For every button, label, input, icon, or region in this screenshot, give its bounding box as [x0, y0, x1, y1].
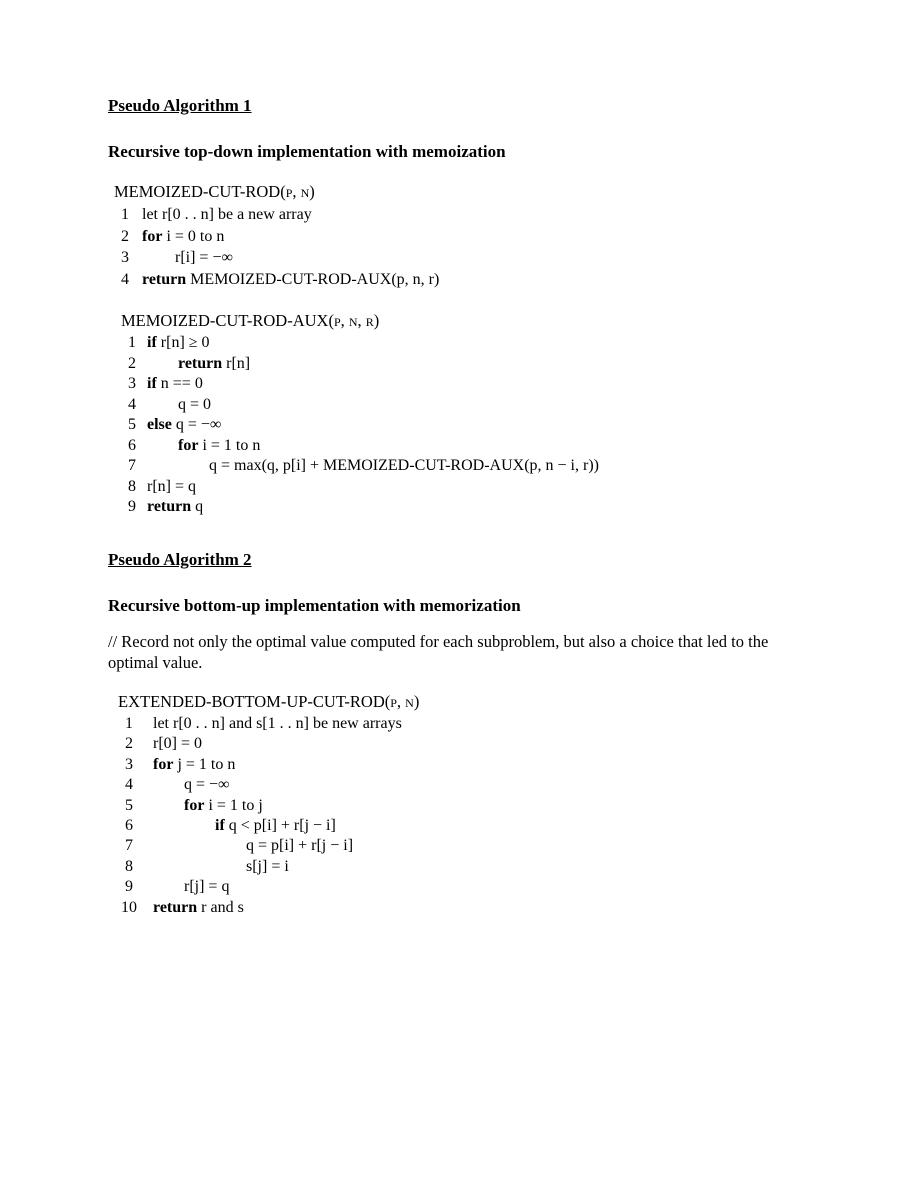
line-number: 8 [128, 477, 136, 495]
code-statement [178, 395, 211, 416]
line-number: 9 [125, 878, 133, 896]
extended-bottom-up-cut-rod-procedure [118, 690, 419, 918]
code-statement [147, 333, 210, 354]
code-line [114, 226, 315, 248]
code-statement [215, 816, 336, 836]
code-line [118, 898, 419, 918]
line-number: 1 [121, 206, 129, 223]
algorithm-1-subtitle: Recursive top-down implementation with memoization [108, 142, 506, 161]
algorithm-1-title: Pseudo Algorithm 1 [108, 96, 252, 115]
line-number: 3 [125, 755, 133, 773]
code-line [118, 775, 419, 795]
code-line [121, 497, 379, 518]
code-statement [147, 374, 203, 395]
code-line [118, 857, 419, 877]
statement-text: n == 0 [160, 375, 203, 392]
code-line [118, 734, 419, 754]
code-statement [178, 436, 260, 457]
code-line [114, 247, 315, 269]
keyword: if [147, 375, 157, 392]
code-statement [147, 415, 221, 436]
procedure-header: MEMOIZED-CUT-ROD-AUX(p, n, r) [121, 311, 380, 330]
keyword: for [178, 436, 199, 454]
code-statement [147, 477, 196, 498]
line-number: 4 [121, 270, 129, 288]
statement-text: q = −∞ [184, 776, 230, 794]
line-number: 1 [128, 334, 136, 351]
code-statement [142, 204, 312, 226]
memoized-cut-rod-procedure [114, 180, 440, 290]
code-statement [153, 714, 402, 734]
statement-text: q = 0 [178, 395, 212, 413]
line-number: 2 [125, 735, 133, 753]
line-number: 4 [128, 395, 136, 413]
statement-text: r[0] = 0 [153, 735, 203, 753]
statement-text: r[j] = q [184, 878, 230, 896]
statement-text: r[n] [226, 354, 251, 372]
keyword: return [178, 354, 223, 372]
keyword: for [142, 227, 163, 245]
keyword: for [184, 796, 205, 814]
code-statement [246, 857, 289, 877]
code-line [118, 877, 419, 897]
statement-text: j = 1 to n [177, 755, 236, 773]
code-statement [246, 836, 353, 856]
procedure-lines [118, 714, 419, 918]
code-line [121, 333, 379, 354]
code-line [118, 755, 419, 775]
line-number: 6 [125, 816, 133, 834]
keyword: if [215, 816, 225, 834]
procedure-lines [114, 204, 440, 290]
statement-text: q = p[i] + r[j − i] [246, 837, 354, 855]
statement-text: i = 0 to n [166, 227, 225, 245]
line-number: 7 [128, 457, 136, 474]
statement-text: q < p[i] + r[j − i] [228, 816, 336, 834]
statement-text: s[j] = i [246, 857, 289, 875]
code-statement [209, 456, 599, 477]
line-number: 3 [121, 249, 129, 266]
code-statement [142, 269, 439, 291]
code-statement [178, 354, 250, 375]
statement-text: let r[0 . . n] be a new array [142, 206, 312, 223]
code-line [121, 456, 599, 477]
procedure-header: EXTENDED-BOTTOM-UP-CUT-ROD(p, n) [118, 692, 420, 711]
code-line [121, 477, 379, 498]
code-statement [184, 796, 263, 816]
code-line [118, 836, 419, 856]
statement-text: q = max(q, p[i] + MEMOIZED-CUT-ROD-AUX(p, n − i, r)) [209, 457, 599, 474]
line-number: 4 [125, 776, 133, 794]
comment-paragraph: // Record not only the optimal value computed for each subproblem, but also a choice that led to the optimal value. [108, 632, 769, 672]
code-line [121, 415, 379, 436]
code-line [121, 354, 379, 375]
statement-text: r[n] ≥ 0 [160, 334, 210, 351]
statement-text: r and s [201, 898, 244, 916]
line-number: 9 [128, 498, 136, 515]
keyword: return [147, 498, 192, 515]
statement-text: r[n] = q [147, 477, 197, 495]
code-statement [184, 877, 229, 897]
code-statement [142, 226, 224, 248]
keyword: else [147, 416, 172, 433]
code-statement [153, 734, 202, 754]
line-number: 6 [128, 436, 136, 454]
statement-text: MEMOIZED-CUT-ROD-AUX(p, n, r) [190, 270, 440, 288]
keyword: for [153, 755, 174, 773]
code-statement [184, 775, 229, 795]
procedure-lines [121, 333, 599, 518]
line-number: 7 [125, 837, 133, 855]
code-line [118, 796, 419, 816]
line-number: 3 [128, 375, 136, 392]
line-number: 1 [125, 715, 133, 732]
code-statement [153, 898, 244, 918]
algorithm-2-subtitle: Recursive bottom-up implementation with memorization [108, 596, 521, 615]
code-line [118, 816, 419, 836]
code-statement [147, 497, 203, 518]
line-number: 5 [125, 796, 133, 814]
code-line [121, 436, 379, 457]
code-line [121, 374, 379, 395]
code-line [121, 395, 379, 416]
keyword: return [142, 270, 187, 288]
keyword: return [153, 898, 198, 916]
statement-text: q = −∞ [175, 416, 222, 433]
code-statement [153, 755, 235, 775]
statement-text: let r[0 . . n] and s[1 . . n] be new arrays [153, 715, 402, 732]
line-number: 2 [121, 227, 129, 245]
code-line [118, 714, 419, 734]
memoized-cut-rod-aux-procedure [121, 309, 599, 518]
procedure-header: MEMOIZED-CUT-ROD(p, n) [114, 182, 315, 201]
statement-text: q [195, 498, 204, 515]
statement-text: i = 1 to n [202, 436, 261, 454]
statement-text: i = 1 to j [208, 796, 263, 814]
code-line [114, 269, 440, 291]
line-number: 10 [121, 898, 137, 916]
statement-text: r[i] = −∞ [175, 249, 233, 266]
line-number: 2 [128, 354, 136, 372]
line-number: 5 [128, 416, 136, 433]
code-statement [175, 247, 233, 269]
line-number: 8 [125, 857, 133, 875]
code-line [114, 204, 315, 226]
algorithm-2-title: Pseudo Algorithm 2 [108, 550, 252, 569]
keyword: if [147, 334, 157, 351]
